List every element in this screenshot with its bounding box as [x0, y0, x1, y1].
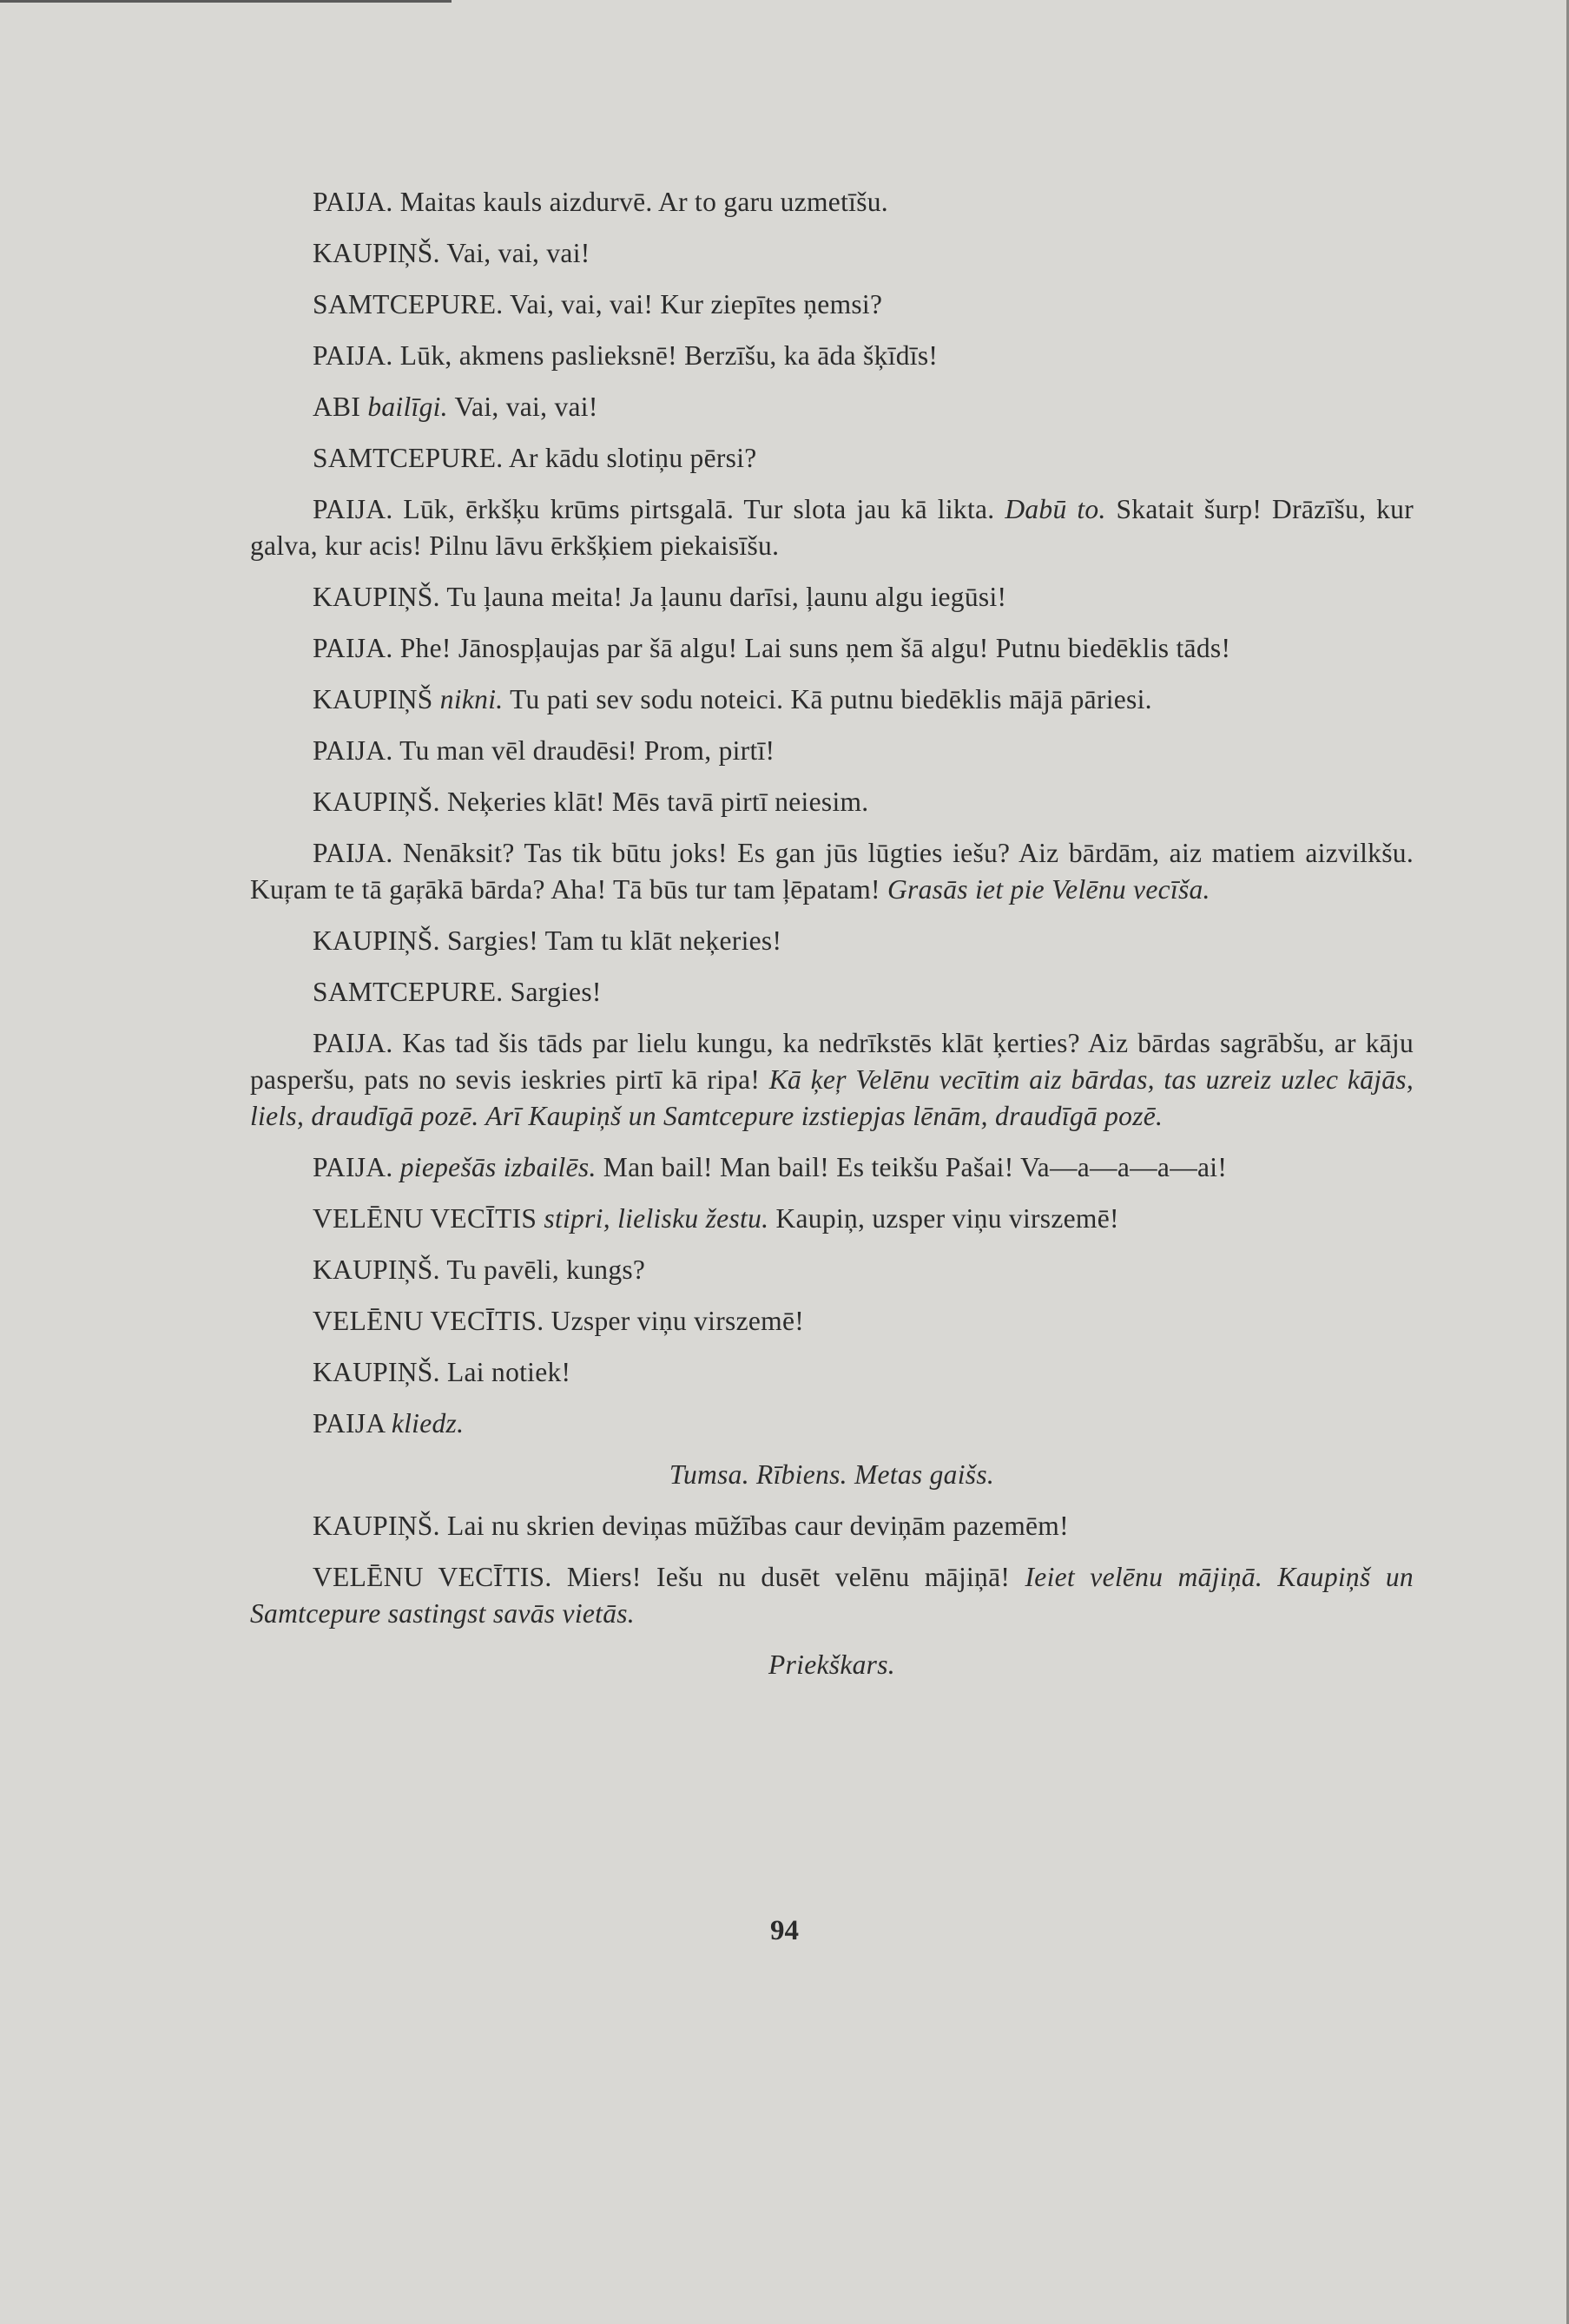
text-run: Skatait šurp! Drāzīšu, kur galva, kur acis! Pilnu lāvu ērkšķiem piekaisīšu.	[250, 494, 1414, 561]
dialogue-line	[250, 286, 1414, 323]
text-run: PAIJA. Lūk, ērkšķu krūms pirtsgalā. Tur slota jau kā likta.	[313, 494, 1005, 524]
stage-direction	[250, 1457, 1414, 1493]
dialogue-line	[250, 630, 1414, 667]
text-run: SAMTCEPURE. Ar kādu slotiņu pērsi?	[313, 443, 757, 473]
italic-direction: Ieiet velēnu mājiņā. Kaupiņš un Samtcepure sastingst savās vietās.	[250, 1562, 1414, 1629]
italic-direction: Dabū to.	[1005, 494, 1106, 524]
text-run: KAUPIŅŠ. Lai nu skrien deviņas mūžības caur deviņām pazemēm!	[313, 1511, 1069, 1541]
text-run: PAIJA. Kas tad šis tāds par lielu kungu, ka nedrīkstēs klāt ķerties? Aiz bārdas sagrābšu, ar kāju pasperšu, pats no sevis ieskries pirtī kā ripa!	[250, 1028, 1414, 1095]
dialogue-line	[250, 579, 1414, 616]
text-run: PAIJA. Tu man vēl draudēsi! Prom, pirtī!	[313, 735, 775, 766]
text-run: PAIJA.	[313, 1152, 400, 1182]
page-number: 94	[770, 1915, 799, 1946]
dialogue-line	[250, 1201, 1414, 1237]
italic-direction: stipri, lielisku žestu.	[544, 1203, 769, 1234]
text-run: KAUPIŅŠ	[313, 684, 440, 714]
text-run: VELĒNU VECĪTIS	[313, 1203, 544, 1234]
dialogue-line	[250, 1354, 1414, 1391]
italic-direction: Kā ķeŗ Velēnu vecītim aiz bārdas, tas uzreiz uzlec kājās, liels, draudīgā pozē. Arī Kaupiņš un Samtcepure izstiepjas lēnām, draudīgā pozē.	[250, 1064, 1414, 1131]
dialogue-line	[250, 440, 1414, 477]
italic-direction: bailīgi.	[367, 392, 448, 422]
text-run: PAIJA. Phe! Jānospļaujas par šā algu! Lai suns ņem šā algu! Putnu biedēklis tāds!	[313, 633, 1231, 663]
dialogue-line	[250, 681, 1414, 718]
text-run: ABI	[313, 392, 368, 422]
dialogue-line	[250, 338, 1414, 374]
text-run: KAUPIŅŠ. Tu ļauna meita! Ja ļaunu darīsi, ļaunu algu iegūsi!	[313, 582, 1007, 612]
text-run: KAUPIŅŠ. Sargies! Tam tu klāt neķeries!	[313, 925, 782, 956]
text-run: Tu pati sev sodu noteici. Kā putnu biedēklis mājā pāriesi.	[503, 684, 1152, 714]
text-run: KAUPIŅŠ. Lai notiek!	[313, 1357, 571, 1387]
text-run: KAUPIŅŠ. Vai, vai, vai!	[313, 238, 590, 268]
text-run: PAIJA. Nenāksit? Tas tik būtu joks! Es gan jūs lūgties iešu? Aiz bārdām, aiz matiem aizvilkšu. Kuŗam te tā gaŗākā bārda? Aha! Tā būs tur tam ļēpatam!	[250, 838, 1414, 905]
italic-direction: nikni.	[439, 684, 504, 714]
dialogue-line	[250, 784, 1414, 820]
dialogue-line	[250, 1149, 1414, 1186]
page-edge-shadow	[0, 0, 452, 3]
text-run: SAMTCEPURE. Vai, vai, vai! Kur ziepītes ņemsi?	[313, 289, 883, 319]
text-run: KAUPIŅŠ. Tu pavēli, kungs?	[313, 1254, 646, 1285]
text-run: Vai, vai, vai!	[447, 392, 598, 422]
play-text	[250, 184, 1414, 1698]
dialogue-line	[250, 1406, 1414, 1442]
text-run: VELĒNU VECĪTIS. Miers! Iešu nu dusēt velēnu mājiņā!	[313, 1562, 1025, 1592]
dialogue-line	[250, 974, 1414, 1011]
text-run: PAIJA	[313, 1408, 392, 1439]
text-run: SAMTCEPURE. Sargies!	[313, 977, 602, 1007]
italic-direction: piepešās izbailēs.	[399, 1152, 597, 1182]
dialogue-line	[250, 184, 1414, 221]
text-run: PAIJA. Lūk, akmens paslieksnē! Berzīšu, ka āda šķīdīs!	[313, 340, 939, 371]
dialogue-line	[250, 1508, 1414, 1544]
dialogue-line	[250, 1559, 1414, 1632]
text-run: VELĒNU VECĪTIS. Uzsper viņu virszemē!	[313, 1306, 805, 1336]
text-run: Kaupiņ, uzsper viņu virszemē!	[768, 1203, 1119, 1234]
dialogue-line	[250, 491, 1414, 564]
stage-direction	[250, 1647, 1414, 1683]
italic-direction: Priekškars.	[768, 1649, 895, 1680]
italic-direction: kliedz.	[391, 1408, 465, 1439]
italic-direction: Tumsa. Rībiens. Metas gaišs.	[669, 1459, 995, 1490]
text-run: PAIJA. Maitas kauls aizdurvē. Ar to garu uzmetīšu.	[313, 187, 888, 217]
dialogue-line	[250, 235, 1414, 272]
dialogue-line	[250, 1025, 1414, 1135]
italic-direction: Grasās iet pie Velēnu vecīša.	[887, 874, 1210, 905]
dialogue-line	[250, 1252, 1414, 1288]
dialogue-line	[250, 835, 1414, 908]
text-run: KAUPIŅŠ. Neķeries klāt! Mēs tavā pirtī neiesim.	[313, 787, 869, 817]
dialogue-line	[250, 389, 1414, 425]
dialogue-line	[250, 733, 1414, 769]
text-run: Man bail! Man bail! Es teikšu Pašai! Va—a—a—a—ai!	[596, 1152, 1228, 1182]
dialogue-line	[250, 1303, 1414, 1340]
dialogue-line	[250, 923, 1414, 959]
